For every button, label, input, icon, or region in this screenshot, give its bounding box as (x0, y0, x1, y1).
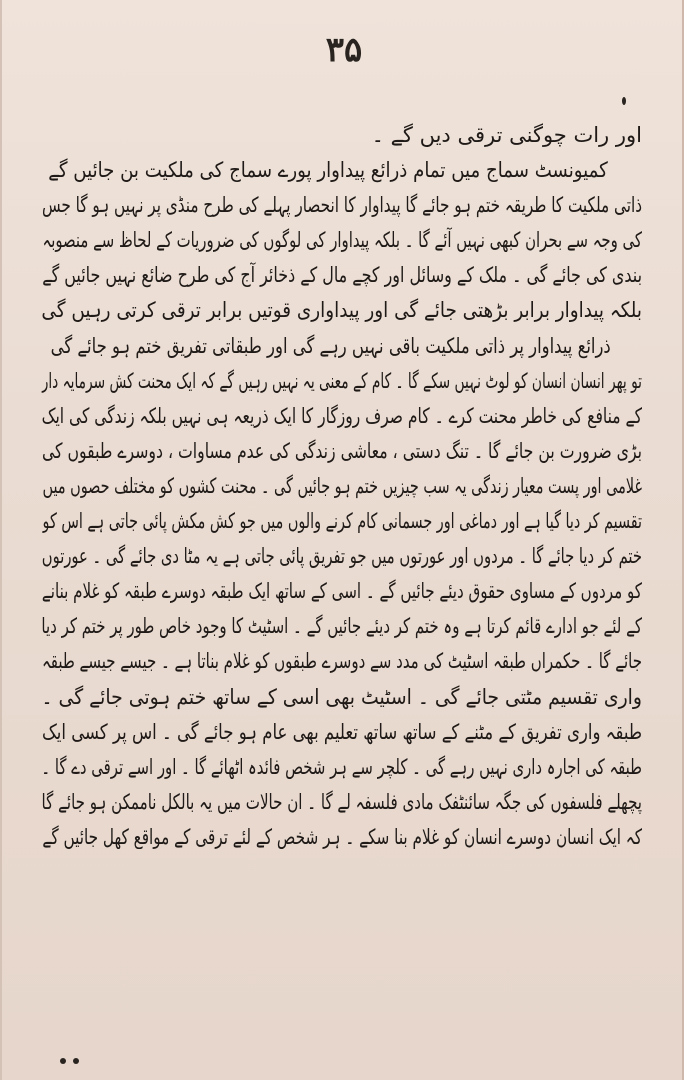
text-line: واری تقسیم مٹتی جائے گی ۔ اسٹیٹ بھی اسی کے ساتھ ختم ہوتی جائے گی ۔ (41, 684, 642, 709)
text-line: ذرائع پیداوار پر ذاتی ملکیت باقی نہیں رہے گی اور طبقاتی تفریق ختم ہو جائے گی (50, 333, 611, 358)
text-line: کے منافع کی خاطر محنت کرے ۔ کام صرف روزگار کا ایک ذریعہ ہی نہیں بلکہ زندگی کی ایک (41, 403, 642, 428)
text-line: اور رات چوگنی ترقی دیں گے ۔ (371, 123, 642, 147)
text-line: کی وجہ سے بحران کبھی نہیں آئے گا ۔ بلکہ پیداوار کی لوگوں کی ضروریات کے لحاظ سے منصوبہ (42, 228, 642, 253)
text-line: جائے گا ۔ حکمراں طبقہ اسٹیٹ کی مدد سے دوسرے طبقوں کو غلام بناتا ہے ۔ جیسے جیسے طبقہ (42, 649, 642, 674)
ink-dot-bottom-left-2 (73, 1058, 79, 1064)
text-line: پچھلے فلسفوں کی جگہ سائنٹفک مادی فلسفہ لے گا ۔ ان حالات میں یہ بالکل ناممکن ہو جائے گا (41, 789, 642, 814)
text-line: کے لئے جو ادارے قائم کرتا ہے وہ ختم کر دیئے جائیں گے ۔ اسٹیٹ کا وجود خاص طور پر ختم کر دیا (41, 614, 642, 639)
text-line: ذاتی ملکیت کا طریقہ ختم ہو جائے گا پیداوار کا انحصار پہلے کی طرح منڈی پر نہیں ہو گا جس (41, 193, 642, 218)
text-line: طبقہ واری تفریق کے مٹنے کے ساتھ ساتھ تعلیم بھی عام ہو جائے گی ۔ اس پر کسی ایک (42, 719, 642, 744)
body-text (42, 118, 642, 855)
text-line: ختم کر دیا جائے گا ۔ مردوں اور عورتوں میں جو تفریق پائی جاتی ہے یہ مٹا دی جائے گی ۔ عورتوں (41, 544, 642, 569)
text-line: بلکہ پیداوار برابر بڑھتی جائے گی اور پیداواری قوتیں برابر ترقی کرتی رہیں گی (41, 298, 642, 323)
text-line: تقسیم کر دیا گیا ہے اور دماغی اور جسمانی کام کرنے والوں میں جو کش مکش پائی جاتی ہے اس کو (42, 509, 642, 534)
text-line: طبقہ کی اجارہ داری نہیں رہے گی ۔ کلچر سے ہر شخص فائدہ اٹھائے گا ۔ اور اسے ترقی دے گا ۔ (41, 754, 642, 779)
text-line: بندی کی جائے گی ۔ ملک کے وسائل اور کچے مال کے ذخائر آج کی طرح ضائع نہیں جائیں گے (42, 263, 642, 288)
page-number: ۳۵ (325, 30, 363, 70)
text-line: تو پھر انسان انسان کو لوٹ نہیں سکے گا ۔ کام کے معنی یہ نہیں رہیں گے کہ ایک محنت کش سرمایہ دار (41, 368, 642, 393)
ink-dot-bottom-left-1 (60, 1058, 66, 1064)
text-line: کمیونسٹ سماج میں تمام ذرائع پیداوار پورے سماج کی ملکیت بن جائیں گے (47, 158, 608, 183)
text-line: کہ ایک انسان دوسرے انسان کو غلام بنا سکے ۔ ہر شخص کے لئے ترقی کے مواقع کھل جائیں گے (42, 824, 642, 849)
text-line: غلامی اور پست معیار زندگی یہ سب چیزیں ختم ہو جائیں گی ۔ محنت کشوں کو مختلف حصوں میں (42, 473, 642, 498)
ink-dot-top (622, 97, 626, 105)
text-line: کو مردوں کے مساوی حقوق دیئے جائیں گے ۔ اسی کے ساتھ ایک طبقہ دوسرے طبقہ کو غلام بنانے (41, 579, 642, 604)
text-line: بڑی ضرورت بن جائے گا ۔ تنگ دستی ، معاشی زندگی کی عدم مساوات ، دوسرے طبقوں کی (42, 438, 642, 463)
